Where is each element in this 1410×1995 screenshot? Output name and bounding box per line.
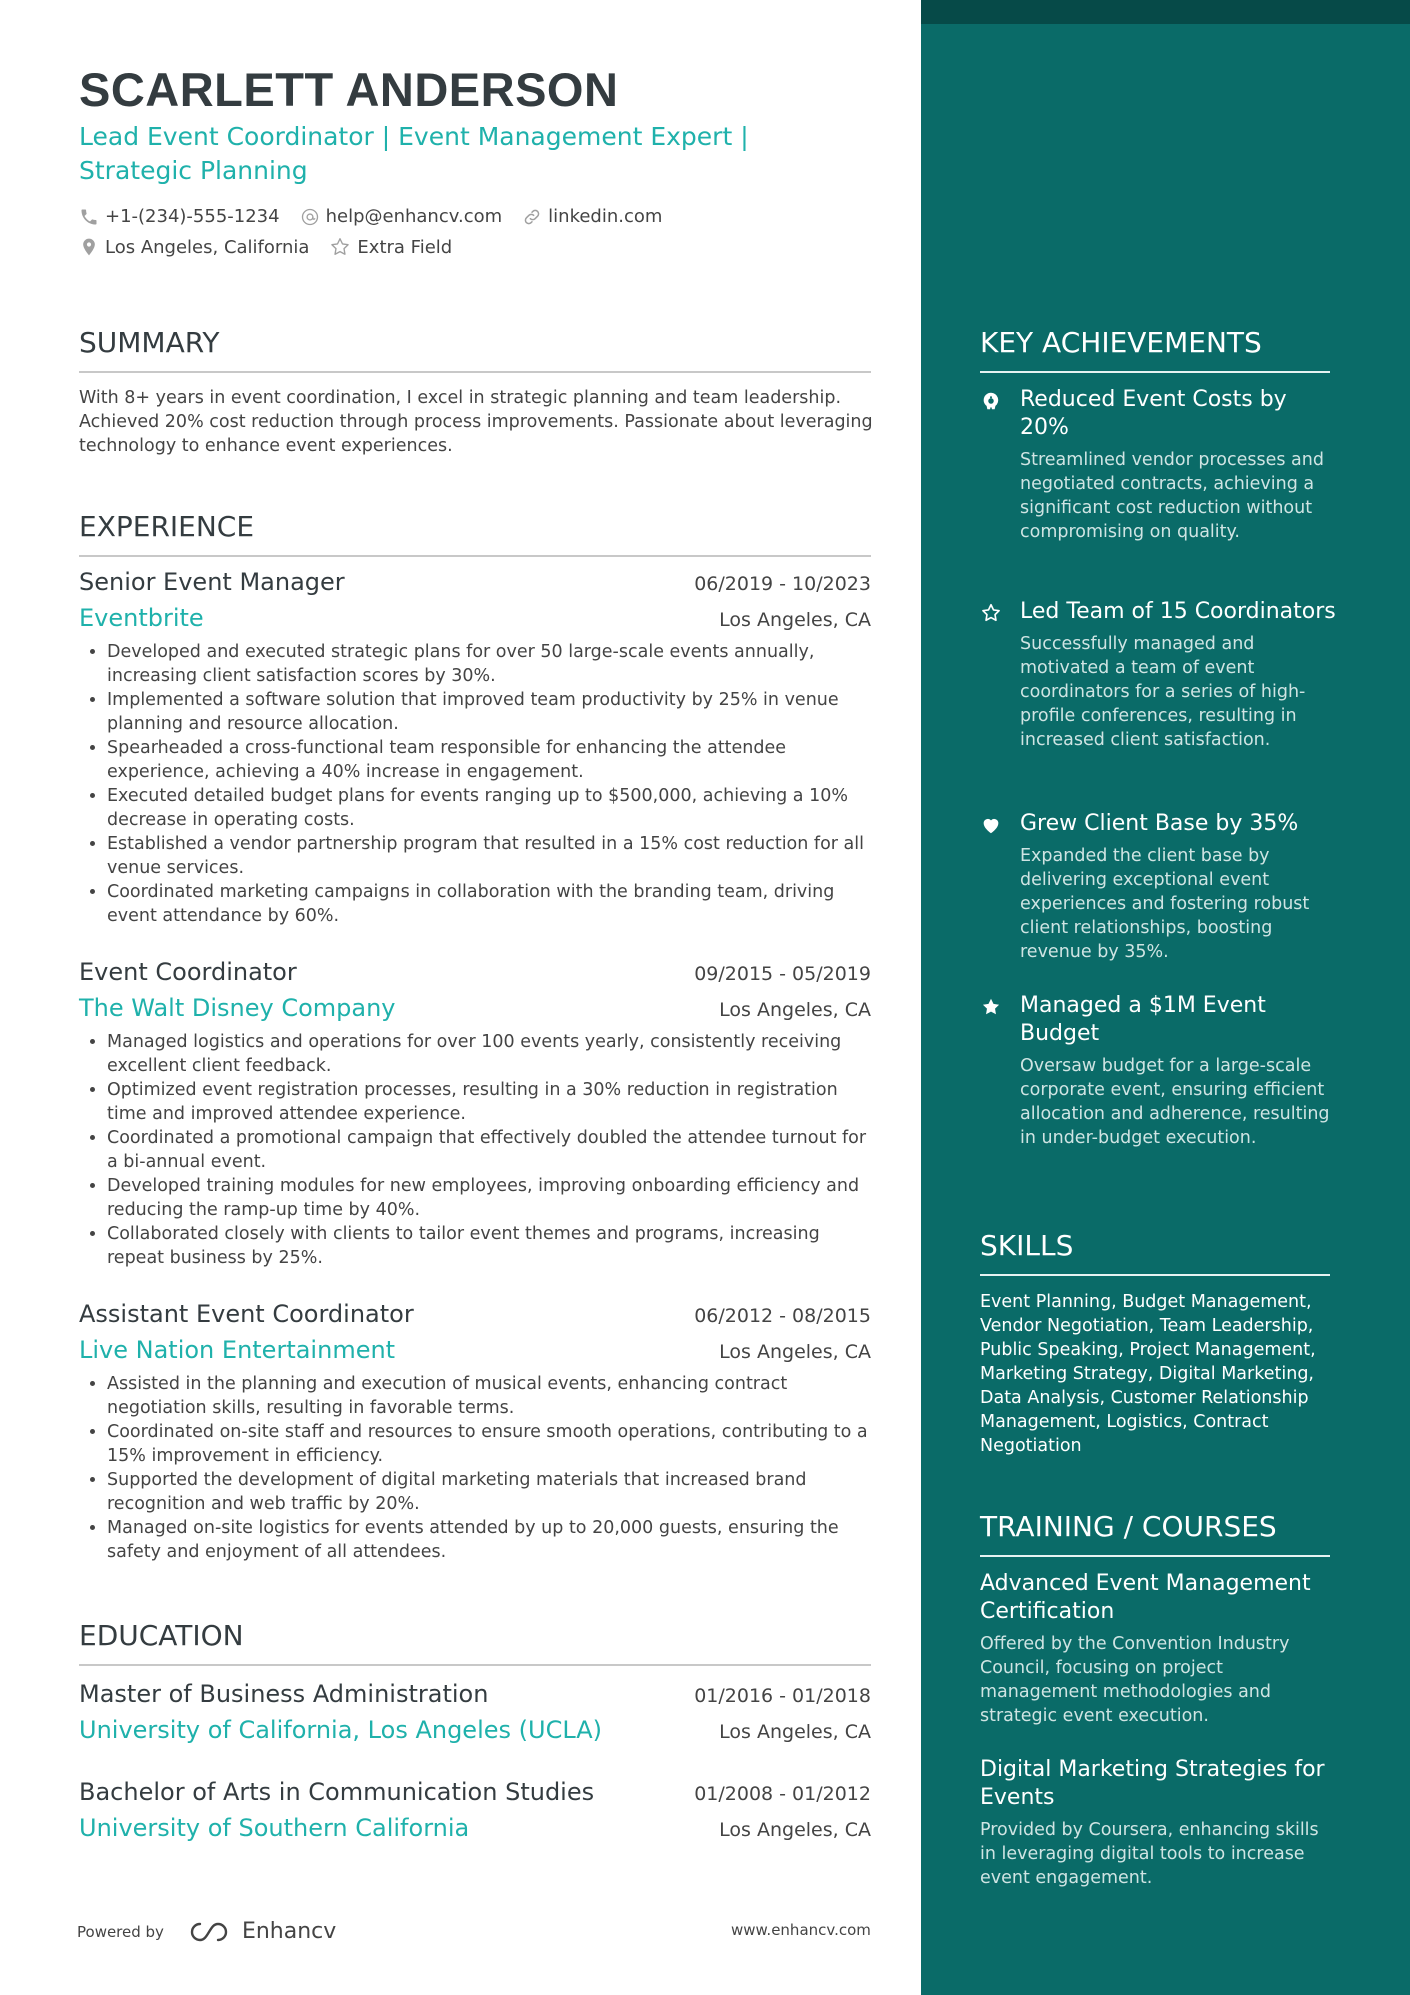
email-text[interactable]: help@enhancv.com: [325, 206, 503, 227]
contact-row-1: [79, 206, 682, 227]
star-outline-icon: [329, 236, 351, 258]
achievement-item: [980, 598, 1340, 752]
achievement-desc: Successfully managed and motivated a team of event coordinators for a series of high-profile conferences, resulting in increased client satisfaction.: [1020, 634, 1306, 750]
education-location: Los Angeles, CA: [719, 1721, 871, 1743]
job-company: Live Nation Entertainment: [79, 1336, 396, 1364]
job-bullet: • Supported the development of digital marketing materials that increased brand recognition and web traffic by 20%.: [107, 1468, 871, 1516]
job-entry: [79, 568, 871, 928]
skills-heading: SKILLS: [980, 1229, 1330, 1276]
job-bullet: • Managed logistics and operations for over 100 events yearly, consistently receiving excellent client feedback.: [107, 1030, 871, 1078]
achievement-title: Led Team of 15 Coordinators: [1020, 599, 1336, 624]
job-role: Assistant Event Coordinator: [79, 1300, 414, 1328]
extra-item: [329, 236, 452, 258]
achievement-title: Managed a $1M Event Budget: [1020, 993, 1266, 1046]
job-bullet: • Implemented a software solution that improved team productivity by 25% in venue planning and resource allocation.: [107, 688, 871, 736]
education-dates: 01/2016 - 01/2018: [694, 1685, 871, 1707]
education-entry: [79, 1778, 871, 1842]
linkedin-item[interactable]: [522, 206, 662, 227]
job-bullet: • Coordinated a promotional campaign that effectively doubled the attendee turnout for a bi-annual event.: [107, 1126, 871, 1174]
job-bullet: • Optimized event registration processes, resulting in a 30% reduction in registration time and improved attendee experience.: [107, 1078, 871, 1126]
phone-icon: [79, 207, 99, 227]
achievements-heading: KEY ACHIEVEMENTS: [980, 326, 1330, 373]
candidate-name: SCARLETT ANDERSON: [79, 63, 619, 116]
heart-icon: [980, 814, 1002, 836]
job-dates: 06/2012 - 08/2015: [694, 1305, 871, 1327]
star-filled-icon: [980, 996, 1002, 1018]
job-location: Los Angeles, CA: [719, 999, 871, 1021]
job-bullets: [79, 1372, 871, 1564]
achievement-desc: Oversaw budget for a large-scale corporate event, ensuring efficient allocation and adherence, resulting in under-budget execution.: [1020, 1056, 1330, 1148]
job-role: Senior Event Manager: [79, 568, 345, 596]
education-school: University of Southern California: [79, 1814, 470, 1842]
location-text: Los Angeles, California: [105, 236, 310, 258]
piggy-bank-icon: [980, 390, 1002, 412]
brand-logo[interactable]: [186, 1919, 336, 1944]
phone-item: [79, 206, 280, 227]
map-pin-icon: [79, 237, 99, 257]
experience-heading: EXPERIENCE: [79, 510, 871, 557]
achievement-desc: Expanded the client base by delivering exceptional event experiences and fostering robust client relationships, boosting revenue by 35%.: [1020, 846, 1310, 962]
powered-by-label: Powered by: [77, 1922, 164, 1941]
education-heading: EDUCATION: [79, 1619, 871, 1666]
job-bullet: • Developed and executed strategic plans for over 50 large-scale events annually, increasing client satisfaction scores by 30%.: [107, 640, 871, 688]
summary-heading: SUMMARY: [79, 326, 871, 373]
job-entry: [79, 1300, 871, 1564]
powered-by: [77, 1919, 336, 1944]
linkedin-text[interactable]: linkedin.com: [548, 206, 663, 227]
job-company: The Walt Disney Company: [79, 994, 396, 1022]
job-dates: 09/2015 - 05/2019: [694, 963, 871, 985]
brand-name: Enhancv: [241, 1919, 337, 1944]
contact-row-2: [79, 236, 472, 258]
summary-text: With 8+ years in event coordination, I excel in strategic planning and team leadership. Achieved 20% cost reduction through process improvements. Passionate about leveraging technology to enhance event experiences.: [79, 388, 873, 456]
sidebar-top-bar: [921, 0, 1410, 24]
location-item: [79, 237, 309, 258]
at-icon: [300, 207, 320, 227]
job-role: Event Coordinator: [79, 958, 297, 986]
job-bullet: • Developed training modules for new employees, improving onboarding efficiency and reducing the ramp-up time by 40%.: [107, 1174, 871, 1222]
job-company: Eventbrite: [79, 604, 204, 632]
education-entry: [79, 1680, 871, 1744]
job-dates: 06/2019 - 10/2023: [694, 573, 871, 595]
job-bullets: [79, 1030, 871, 1270]
email-item[interactable]: [300, 206, 503, 227]
achievement-item: [980, 992, 1340, 1150]
skills-text: Event Planning, Budget Management, Vendor Negotiation, Team Leadership, Public Speaking, Project Management, Marketing Strategy, Digital Marketing, Data Analysis, Customer Relationship Management, Logistics, Contract Negotiation: [980, 1292, 1316, 1456]
achievement-item: [980, 386, 1340, 544]
course-desc: Provided by Coursera, enhancing skills in leveraging digital tools to increase event engagement.: [980, 1820, 1319, 1888]
achievement-item: [980, 810, 1340, 964]
education-school: University of California, Los Angeles (UCLA): [79, 1716, 603, 1744]
job-bullet: • Executed detailed budget plans for events ranging up to $500,000, achieving a 10% decrease in operating costs.: [107, 784, 871, 832]
job-location: Los Angeles, CA: [719, 1341, 871, 1363]
link-icon: [522, 207, 542, 227]
course-desc: Offered by the Convention Industry Council, focusing on project management methodologies and strategic event execution.: [980, 1634, 1290, 1726]
course-title: Advanced Event Management Certification: [980, 1571, 1311, 1624]
job-bullet: • Assisted in the planning and execution of musical events, enhancing contract negotiation skills, resulting in favorable terms.: [107, 1372, 871, 1420]
phone-text: +1-(234)-555-1234: [105, 206, 280, 227]
job-bullet: • Collaborated closely with clients to tailor event themes and programs, increasing repeat business by 25%.: [107, 1222, 871, 1270]
job-bullets: [79, 640, 871, 928]
course-title: Digital Marketing Strategies for Events: [980, 1757, 1325, 1810]
job-bullet: • Coordinated on-site staff and resources to ensure smooth operations, contributing to a 15% improvement in efficiency.: [107, 1420, 871, 1468]
job-entry: [79, 958, 871, 1270]
extra-text: Extra Field: [357, 236, 453, 258]
achievement-desc: Streamlined vendor processes and negotiated contracts, achieving a significant cost reduction without compromising on quality.: [1020, 450, 1324, 542]
star-outline-icon: [980, 602, 1002, 624]
job-bullet: • Managed on-site logistics for events attended by up to 20,000 guests, ensuring the safety and enjoyment of all attendees.: [107, 1516, 871, 1564]
course-item: [980, 1756, 1340, 1890]
website-link[interactable]: www.enhancv.com: [731, 1921, 871, 1939]
training-heading: TRAINING / COURSES: [980, 1510, 1330, 1557]
education-degree: Master of Business Administration: [79, 1680, 489, 1708]
job-bullet: • Established a vendor partnership program that resulted in a 15% cost reduction for all venue services.: [107, 832, 871, 880]
job-location: Los Angeles, CA: [719, 609, 871, 631]
education-dates: 01/2008 - 01/2012: [694, 1783, 871, 1805]
achievement-title: Grew Client Base by 35%: [1020, 811, 1299, 836]
candidate-title: Lead Event Coordinator | Event Management Expert | Strategic Planning: [79, 122, 749, 185]
course-item: [980, 1570, 1340, 1728]
enhancv-logo-icon: [186, 1920, 232, 1944]
education-degree: Bachelor of Arts in Communication Studies: [79, 1778, 595, 1806]
education-location: Los Angeles, CA: [719, 1819, 871, 1841]
job-bullet: • Spearheaded a cross-functional team responsible for enhancing the attendee experience, achieving a 40% increase in engagement.: [107, 736, 871, 784]
job-bullet: • Coordinated marketing campaigns in collaboration with the branding team, driving event attendance by 60%.: [107, 880, 871, 928]
achievement-title: Reduced Event Costs by 20%: [1020, 387, 1287, 440]
